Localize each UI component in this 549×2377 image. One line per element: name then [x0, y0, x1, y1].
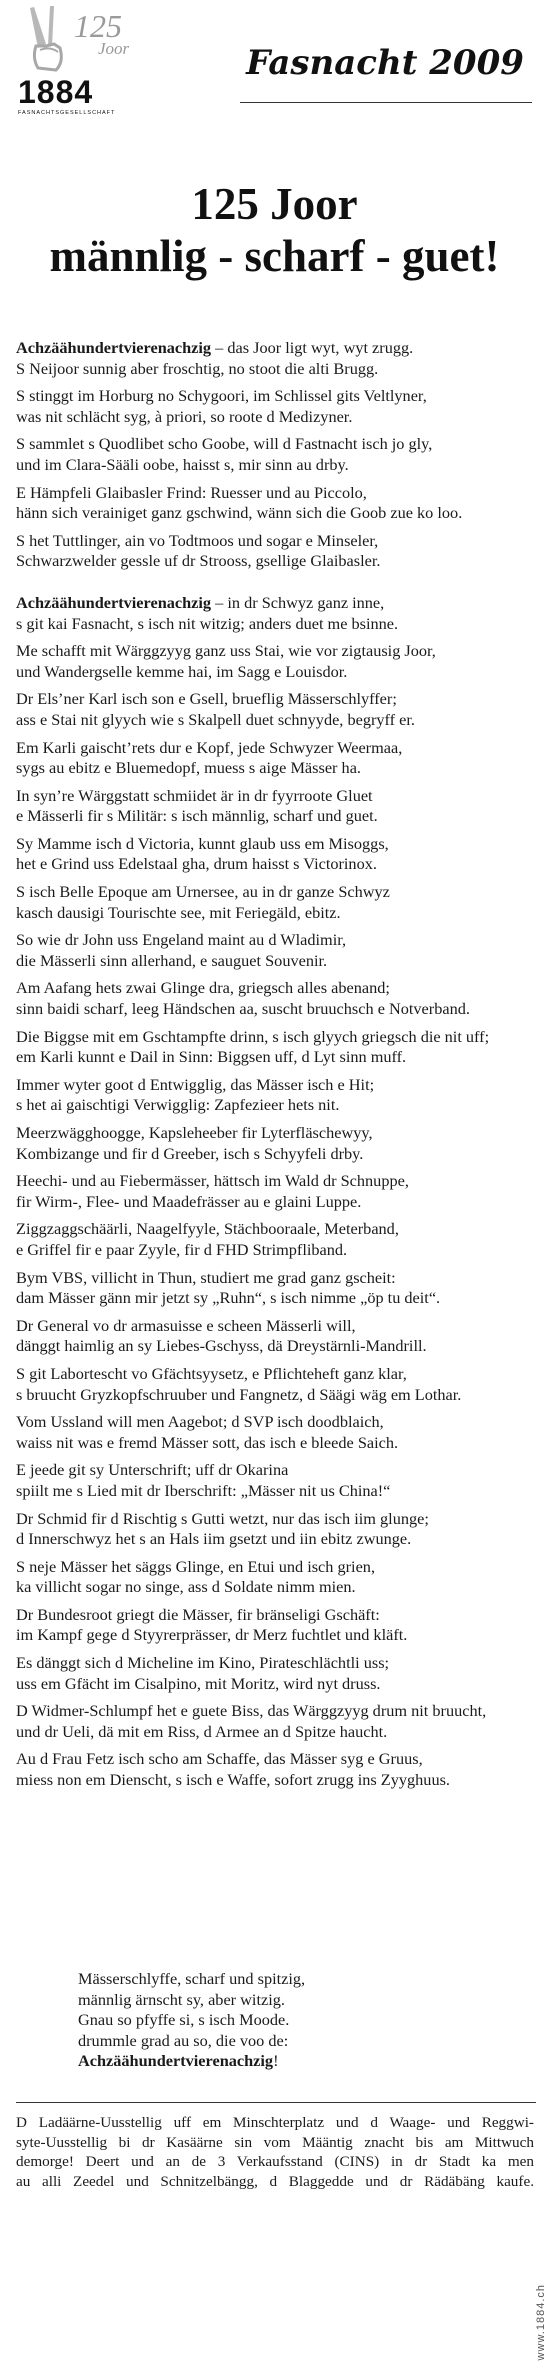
stanza	[16, 930, 536, 971]
logo-subline: FASNACHTSGESELLSCHAFT	[18, 110, 116, 116]
masthead-divider	[240, 102, 532, 103]
stanza-line: Immer wyter goot d Entwigglig, das Mässer isch e Hit;	[16, 1074, 375, 1094]
stanza-line: Me schafft mit Wärggzyyg ganz uss Stai, wie vor zigtausig Joor,	[16, 641, 436, 661]
stanza	[16, 1123, 536, 1164]
stanza-line: s het ai gaischtigi Verwigglig: Zapfezieer hets nit.	[16, 1095, 340, 1115]
stanza-line	[16, 338, 536, 359]
stanza-line: und Wandergselle kemme hai, im Sagg e Louisdor.	[16, 661, 348, 681]
logo-jubilee-word: Joor	[98, 39, 130, 58]
verse-line: Gnau so pfyffe si, s isch Moode.	[78, 2010, 290, 2030]
stanza	[16, 1509, 536, 1550]
verse-line: männlig ärnscht sy, aber witzig.	[78, 1989, 285, 2009]
page-title	[0, 178, 549, 282]
stanza-line: Au d Frau Fetz isch scho am Schaffe, das Mässer syg e Gruus,	[16, 1749, 423, 1769]
stanza-line: waiss nit was e fremd Mässer sott, das isch e bleede Saich.	[16, 1432, 399, 1452]
stanza-line: E Hämpfeli Glaibasler Frind: Ruesser und au Piccolo,	[16, 482, 367, 502]
stanza-line: Heechi- und au Fiebermässer, hättsch im Wald dr Schnuppe,	[16, 1171, 409, 1191]
stanza-line: s bruucht Gryzkopfschruuber und Fangnetz, d Säägi wäg em Lothar.	[16, 1384, 462, 1404]
stanza-line: sygs au ebitz e Bluemedopf, muess s aige Mässer ha.	[16, 758, 361, 778]
stanza-line: S sammlet s Quodlibet scho Goobe, will d Fastnacht isch jo gly,	[16, 434, 433, 454]
verse-line-final	[78, 2051, 305, 2072]
footer-note	[16, 2113, 534, 2191]
stanza-line: uss em Gfächt im Cisalpino, mit Moritz, wird nyt druss.	[16, 1673, 381, 1693]
stanza	[16, 1557, 536, 1598]
stanza-line: Die Biggse mit em Gschtampfte drinn, s isch glyych griegsch die nit uff;	[16, 1026, 490, 1046]
stanza-line: S git Labortescht vo Gfächtsyysetz, e Pflichteheft ganz klar,	[16, 1363, 407, 1383]
footer-divider	[16, 2102, 536, 2103]
footer-line: syte-Uusstellig bi dr Kasäärne sin vom Määntig znacht bis am Mittwuch	[16, 2133, 534, 2151]
stanza-line: Dr Bundesroot griegt die Mässer, fir bränseligi Gschäft:	[16, 1604, 380, 1624]
stanza-line: sinn baidi scharf, leeg Händschen aa, suscht bruuchsch e Notverband.	[16, 999, 470, 1019]
masthead-title: Fasnacht 2009	[246, 43, 524, 83]
stanza	[16, 386, 536, 427]
verse-end: !	[273, 2051, 279, 2071]
verse-keyword: Achzäähundertvierenachzig	[78, 2051, 274, 2071]
stanza-line: d Innerschwyz het s an Hals iim gsetzt und iin ebitz zwunge.	[16, 1529, 412, 1549]
stanza	[16, 1701, 536, 1742]
headline-line-1: 125 Joor	[191, 179, 358, 229]
verse-line: drummle grad au so, die voo de:	[78, 2030, 289, 2050]
stanza-line: dänggt haimlig an sy Liebes-Gschyss, dä Dreystärnli-Mandrill.	[16, 1336, 427, 1356]
stanza	[16, 483, 536, 524]
stanza	[16, 882, 536, 923]
stanza-line: Kombizange und fir d Greeber, isch s Schyyfeli drby.	[16, 1143, 364, 1163]
headline-line-2: männlig - scharf - guet!	[49, 231, 500, 281]
stanza-line: ka villicht sogar no singe, ass d Soldate nimm mien.	[16, 1577, 356, 1597]
stanza-line: Meerzwägghoogge, Kapsleheeber fir Lyterfläschewyy,	[16, 1123, 373, 1142]
stanza-line: Ziggzaggschäärli, Naagelfyyle, Stächbooraale, Meterband,	[16, 1219, 399, 1239]
stanza	[16, 1027, 536, 1068]
closing-verse	[78, 1969, 305, 2072]
stanza-line: Schwarzwelder gessle uf dr Strooss, gsellige Glaibasler.	[16, 551, 381, 571]
stanza-line	[16, 593, 536, 614]
stanza-line: dam Mässer gänn mir jetzt sy „Ruhn“, s isch nimme „öp tu deit“.	[16, 1288, 441, 1308]
stanza	[16, 786, 536, 827]
stanza-line: und dr Ueli, dä mit em Riss, d Armee an d Spitze haucht.	[16, 1721, 388, 1741]
stanza	[16, 1364, 536, 1405]
logo	[16, 6, 136, 116]
stanza-line: Em Karli gaischt’rets dur e Kopf, jede Schwyzer Weermaa,	[16, 737, 403, 757]
stanza	[16, 593, 536, 634]
stanza-line: ass e Stai nit glyych wie s Skalpell duet schnyyde, begryff er.	[16, 709, 415, 729]
stanza-line: In syn’re Wärggstatt schmiidet är in dr fyyrroote Gluet	[16, 785, 373, 805]
stanza-line: Dr Els’ner Karl isch son e Gsell, brueflig Mässerschlyffer;	[16, 689, 397, 709]
stanza	[16, 978, 536, 1019]
header	[0, 0, 549, 120]
stanza-line: und im Clara-Sääli oobe, haisst s, mir sinn au drby.	[16, 454, 349, 474]
stanza-line: kasch dausigi Tourischte see, mit Feriegäld, ebitz.	[16, 902, 341, 922]
stanza-line: Es dänggt sich d Micheline im Kino, Pirateschlächtli uss;	[16, 1653, 390, 1673]
stanza-line: D Widmer-Schlumpf het e guete Biss, das Wärggzyyg drum nit bruucht,	[16, 1701, 487, 1721]
stanza-line: Dr General vo dr armasuisse e scheen Mässerli will,	[16, 1315, 356, 1335]
logo-jubilee-number: 125	[74, 8, 122, 44]
website-credit: www.1884.ch	[535, 2284, 547, 2361]
footer-line: demorge! Deert und an de 3 Verkaufsstand (CINS) in dr Stadt ka men	[16, 2153, 534, 2170]
stanza	[16, 1316, 536, 1357]
stanza-line: spiilt me s Lied mit dr Iberschrift: „Mässer nit us China!“	[16, 1480, 391, 1500]
stanza	[16, 689, 536, 730]
stanza	[16, 338, 536, 379]
stanza-line: hänn sich verainiget ganz gschwind, wänn sich die Goob zue ko loo.	[16, 503, 463, 523]
stanza-line: Dr Schmid fir d Rischtig s Gutti wetzt, nur das isch iim glunge;	[16, 1508, 429, 1528]
stanza-line: S het Tuttlinger, ain vo Todtmoos und sogar e Minseler,	[16, 530, 379, 550]
stanza-line: die Mässerli sinn allerhand, e sauguet Souvenir.	[16, 950, 328, 970]
stanza-line: E jeede git sy Unterschrift; uff dr Okarina	[16, 1460, 289, 1480]
stanza-line: Bym VBS, villicht in Thun, studiert me grad ganz gscheit:	[16, 1267, 396, 1287]
stanza	[16, 1460, 536, 1501]
stanza-line: s git kai Fasnacht, s isch nit witzig; anders duet me bsinne.	[16, 613, 399, 633]
stanza-line: So wie dr John uss Engeland maint au d Wladimir,	[16, 930, 347, 950]
stanza-line: im Kampf gege d Styyrerprässer, dr Merz fuchtlet und kläft.	[16, 1625, 408, 1645]
stanza	[16, 1749, 536, 1790]
stanza-line: em Karli kunnt e Dail in Sinn: Biggsen uff, d Lyt sinn muff.	[16, 1047, 407, 1067]
stanza-line: fir Wirm-, Flee- und Maadefrässer au e glaini Luppe.	[16, 1191, 362, 1211]
footer-line: au alli Zeedel und Schnitzelbängg, d Blaggedde und dr Rädäbäng kaufe.	[16, 2172, 534, 2190]
poem-body	[16, 338, 536, 1798]
stanza-line: was nit schlächt syg, à priori, so roote d Medizyner.	[16, 406, 353, 426]
stanza-line: miess non em Dienscht, s isch e Waffe, sofort zrugg ins Zyyghuus.	[16, 1770, 450, 1790]
stanza	[16, 1268, 536, 1309]
stanza-keyword: Achzäähundertvierenachzig	[16, 592, 212, 612]
stanza	[16, 1653, 536, 1694]
stanza	[16, 641, 536, 682]
stanza	[16, 1219, 536, 1260]
stanza	[16, 531, 536, 572]
stanza-line: e Mässerli fir s Militär: s isch männlig, scharf und guet.	[16, 806, 378, 826]
verse-line: Mässerschlyffe, scharf und spitzig,	[78, 1969, 306, 1988]
footer-line: D Ladäärne-Uusstellig uff em Minschterplatz und d Waage- und Reggwi-	[16, 2114, 534, 2131]
stanza	[16, 1605, 536, 1646]
logo-year: 1884	[18, 74, 94, 110]
stanza	[16, 1075, 536, 1116]
stanza-line: S neje Mässer het säggs Glinge, en Etui und isch grien,	[16, 1556, 376, 1576]
stanza	[16, 834, 536, 875]
stanza-line: S isch Belle Epoque am Urnersee, au in dr ganze Schwyz	[16, 882, 390, 902]
stanza-line: Am Aafang hets zwai Glinge dra, griegsch alles abenand;	[16, 978, 390, 998]
stanza	[16, 738, 536, 779]
stanza-line: Vom Ussland will men Aagebot; d SVP isch doodblaich,	[16, 1412, 384, 1432]
stanza-line: S stinggt im Horburg no Schygoori, im Schlissel gits Veltlyner,	[16, 386, 427, 406]
stanza	[16, 434, 536, 475]
stanza-line: het e Grind uss Edelstaal gha, drum haisst s Victorinox.	[16, 854, 377, 874]
stanza	[16, 1171, 536, 1212]
stanza-line: Sy Mamme isch d Victoria, kunnt glaub uss em Misoggs,	[16, 833, 389, 853]
stanza	[16, 1412, 536, 1453]
stanza-line: e Griffel fir e paar Zyyle, fir d FHD Strimpfliband.	[16, 1239, 348, 1259]
stanza-line-rest: – das Joor ligt wyt, wyt zrugg.	[211, 338, 414, 357]
stanza-keyword: Achzäähundertvierenachzig	[16, 338, 212, 357]
stanza-line: S Neijoor sunnig aber froschtig, no stoot die alti Brugg.	[16, 358, 379, 378]
stanza-line-rest: – in dr Schwyz ganz inne,	[211, 592, 385, 612]
